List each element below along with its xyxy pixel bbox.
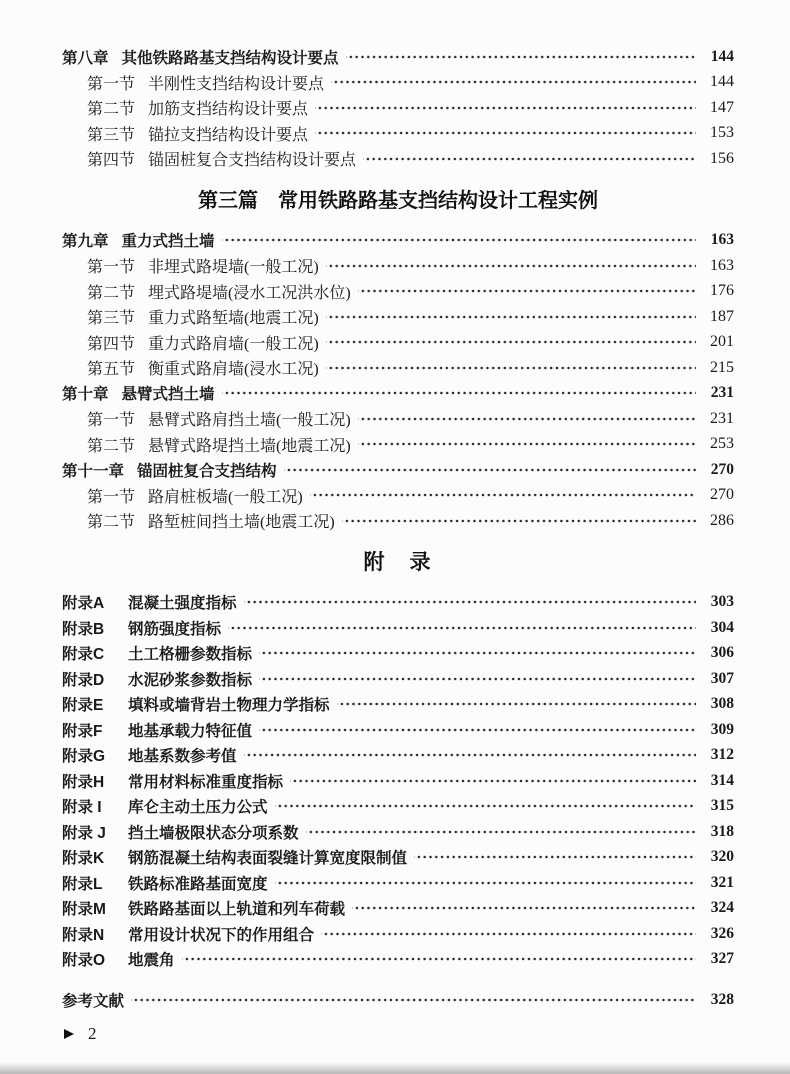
dot-leader: [326, 309, 696, 325]
toc-entry-chapter: [62, 457, 734, 483]
entry-title: 钢筋强度指标: [128, 620, 222, 638]
entry-label: 第二节: [87, 437, 136, 455]
toc-entry-section: [62, 304, 734, 330]
page-footer: [64, 1024, 97, 1044]
dot-leader: [363, 151, 696, 167]
entry-title: 衡重式路肩墙(浸水工况): [148, 361, 319, 379]
entry-page: 176: [710, 282, 734, 300]
references-entry: [62, 987, 734, 1013]
toc-entry-appendix: [62, 590, 734, 616]
entry-title: 其他铁路路基支挡结构设计要点: [121, 49, 339, 67]
dot-leader: [358, 411, 696, 427]
entry-label: 第一节: [87, 412, 136, 430]
toc-entry-appendix: [62, 666, 734, 692]
entry-label: 第十章: [62, 386, 109, 404]
entry-page: 163: [710, 256, 734, 274]
dot-leader: [326, 258, 696, 274]
entry-page: 309: [710, 720, 734, 738]
toc-entry-appendix: [62, 615, 734, 641]
entry-label: 第三节: [87, 126, 136, 144]
toc-entry-section: [62, 508, 734, 534]
entry-label: 第三节: [87, 310, 136, 328]
entry-title: 钢筋混凝土结构表面裂缝计算宽度限制值: [128, 850, 408, 868]
toc-entry-section: [62, 95, 734, 121]
dot-leader: [358, 283, 696, 299]
toc-entry-appendix: [62, 845, 734, 871]
entry-title: 地基系数参考值: [128, 748, 237, 766]
entry-title: 参考文献: [62, 992, 125, 1010]
entry-page: 326: [710, 924, 734, 942]
toc-entry-section: [62, 483, 734, 509]
entry-title: 常用设计状况下的作用组合: [128, 926, 315, 944]
toc-entry-appendix: [62, 896, 734, 922]
entry-title: 路肩桩板墙(一般工况): [148, 488, 303, 506]
part3-heading: 第三篇 常用铁路路基支挡结构设计工程实例: [198, 189, 598, 212]
entry-label: 第五节: [87, 361, 136, 379]
dot-leader: [275, 798, 696, 814]
dot-leader: [259, 671, 696, 687]
dot-leader: [275, 875, 696, 891]
dot-leader: [222, 385, 696, 401]
entry-title: 填料或墙背岩土物理力学指标: [128, 697, 330, 715]
entry-label: 附录E: [62, 697, 104, 715]
entry-page: 147: [710, 98, 734, 116]
entry-label: 第一节: [87, 259, 136, 277]
entry-title: 加筋支挡结构设计要点: [148, 101, 309, 119]
toc-entry-section: [62, 279, 734, 305]
entry-page: 231: [710, 409, 734, 427]
dot-leader: [414, 849, 696, 865]
entry-label: 附录D: [62, 671, 105, 689]
entry-label: 附录F: [62, 722, 103, 740]
entry-page: 308: [710, 695, 734, 713]
entry-page: 327: [710, 950, 734, 968]
entry-title: 悬臂式路肩挡土墙(一般工况): [148, 412, 351, 430]
entry-label: 第一节: [87, 75, 136, 93]
toc-entry-appendix: [62, 641, 734, 667]
entry-page: 320: [710, 848, 734, 866]
entry-title: 重力式路肩墙(一般工况): [148, 335, 319, 353]
dot-leader: [315, 125, 696, 141]
entry-page: 307: [710, 669, 734, 687]
entry-label: 附录O: [62, 952, 106, 970]
dot-leader: [321, 926, 696, 942]
dot-leader: [259, 722, 696, 738]
entry-page: 303: [710, 593, 734, 611]
entry-label: 第四节: [87, 335, 136, 353]
dot-leader: [342, 513, 696, 529]
entry-page: 201: [710, 333, 734, 351]
toc-entry-appendix: [62, 717, 734, 743]
entry-title: 非埋式路堤墙(一般工况): [148, 259, 319, 277]
dot-leader: [228, 620, 696, 636]
entry-label: 附录A: [62, 595, 105, 613]
toc-entry-appendix: [62, 870, 734, 896]
entry-page: 153: [710, 124, 734, 142]
entry-title: 水泥砂浆参数指标: [128, 671, 253, 689]
entry-title: 混凝土强度指标: [128, 595, 237, 613]
entry-label: 附录G: [62, 748, 106, 766]
dot-leader: [310, 487, 696, 503]
entry-title: 库仑主动土压力公式: [128, 799, 268, 817]
entry-title: 埋式路堤墙(浸水工况洪水位): [148, 284, 351, 302]
entry-label: 附录M: [62, 901, 106, 919]
entry-page: 270: [710, 460, 734, 478]
entry-title: 地基承载力特征值: [128, 722, 253, 740]
toc-entry-appendix: [62, 743, 734, 769]
entry-title: 锚固桩复合支挡结构: [137, 462, 277, 480]
entry-label: 附录B: [62, 620, 105, 638]
dot-leader: [182, 951, 696, 967]
dot-leader: [290, 773, 696, 789]
entry-title: 铁路路基面以上轨道和列车荷载: [128, 901, 346, 919]
entry-label: 附录H: [62, 773, 105, 791]
toc-entry-section: [62, 70, 734, 96]
entry-title: 土工格栅参数指标: [128, 646, 253, 664]
dot-leader: [244, 747, 696, 763]
entry-title: 重力式路堑墙(地震工况): [148, 310, 319, 328]
entry-title: 路堑桩间挡土墙(地震工况): [148, 514, 335, 532]
entry-page: 321: [710, 873, 734, 891]
entry-page: 314: [710, 771, 734, 789]
entry-page: 318: [710, 822, 734, 840]
toc-entry-appendix: [62, 768, 734, 794]
toc-entry-appendix: [62, 794, 734, 820]
toc-entry-section: [62, 330, 734, 356]
entry-title: 地震角: [128, 952, 175, 970]
toc-entry-appendix: [62, 921, 734, 947]
entry-page: 187: [710, 307, 734, 325]
dot-leader: [331, 74, 696, 90]
entry-page: 215: [710, 358, 734, 376]
entry-label: 附录 J: [62, 824, 106, 842]
toc-entry-section: [62, 146, 734, 172]
entry-label: 附录N: [62, 926, 105, 944]
entry-label: 第二节: [87, 284, 136, 302]
entry-title: 重力式挡土墙: [121, 233, 215, 251]
entry-title: 半刚性支挡结构设计要点: [148, 75, 325, 93]
entry-label: 附录L: [62, 875, 103, 893]
toc-entry-section: [62, 432, 734, 458]
entry-label: 第二节: [87, 514, 136, 532]
toc-entry-section: [62, 355, 734, 381]
entry-label: 第二节: [87, 101, 136, 119]
toc-entry-appendix: [62, 819, 734, 845]
dot-leader: [284, 462, 696, 478]
entry-label: 第八章: [62, 49, 109, 67]
entry-title: 锚拉支挡结构设计要点: [148, 126, 309, 144]
entry-label: 附录C: [62, 646, 105, 664]
dot-leader: [346, 49, 696, 65]
dot-leader: [337, 696, 696, 712]
entry-label: 第十一章: [62, 462, 125, 480]
dot-leader: [131, 992, 696, 1008]
toc-entry-section: [62, 406, 734, 432]
entry-page: 231: [710, 384, 734, 402]
footer-page-number: 2: [88, 1024, 97, 1043]
dot-leader: [315, 100, 696, 116]
dot-leader: [352, 900, 696, 916]
toc-entry-section: [62, 253, 734, 279]
dot-leader: [259, 645, 696, 661]
toc-entry-chapter: [62, 381, 734, 407]
entry-title: 锚固桩复合支挡结构设计要点: [148, 152, 357, 170]
entry-label: 附录 I: [62, 799, 102, 817]
toc-entry-appendix: [62, 947, 734, 973]
entry-page: 144: [710, 73, 734, 91]
entry-label: 第四节: [87, 152, 136, 170]
entry-page: 315: [710, 797, 734, 815]
entry-page: 324: [710, 899, 734, 917]
entry-page: 312: [710, 746, 734, 764]
dot-leader: [326, 334, 696, 350]
entry-page: 156: [710, 149, 734, 167]
entry-title: 悬臂式路堤挡土墙(地震工况): [148, 437, 351, 455]
appendix-heading: 附 录: [363, 550, 433, 574]
entry-title: 常用材料标准重度指标: [128, 773, 284, 791]
toc-entry-section: [62, 121, 734, 147]
entry-page: 306: [710, 644, 734, 662]
entry-page: 286: [710, 511, 734, 529]
entry-title: 挡土墙极限状态分项系数: [128, 824, 299, 842]
entry-label: 第九章: [62, 233, 109, 251]
dot-leader: [244, 594, 696, 610]
entry-page: 270: [710, 486, 734, 504]
entry-page: 304: [710, 618, 734, 636]
dot-leader: [222, 232, 696, 248]
entry-page: 144: [710, 47, 734, 65]
entry-page: 328: [710, 990, 734, 1008]
entry-label: 附录K: [62, 850, 105, 868]
entry-page: 163: [710, 231, 734, 249]
entry-label: 第一节: [87, 488, 136, 506]
toc-entry-chapter: [62, 44, 734, 70]
dot-leader: [326, 360, 696, 376]
entry-page: 253: [710, 435, 734, 453]
toc-entry-chapter: [62, 228, 734, 254]
dot-leader: [306, 824, 696, 840]
dot-leader: [358, 436, 696, 452]
entry-title: 悬臂式挡土墙: [121, 386, 215, 404]
toc-entry-appendix: [62, 692, 734, 718]
right-triangle-icon: [64, 1029, 74, 1039]
entry-title: 铁路标准路基面宽度: [128, 875, 268, 893]
